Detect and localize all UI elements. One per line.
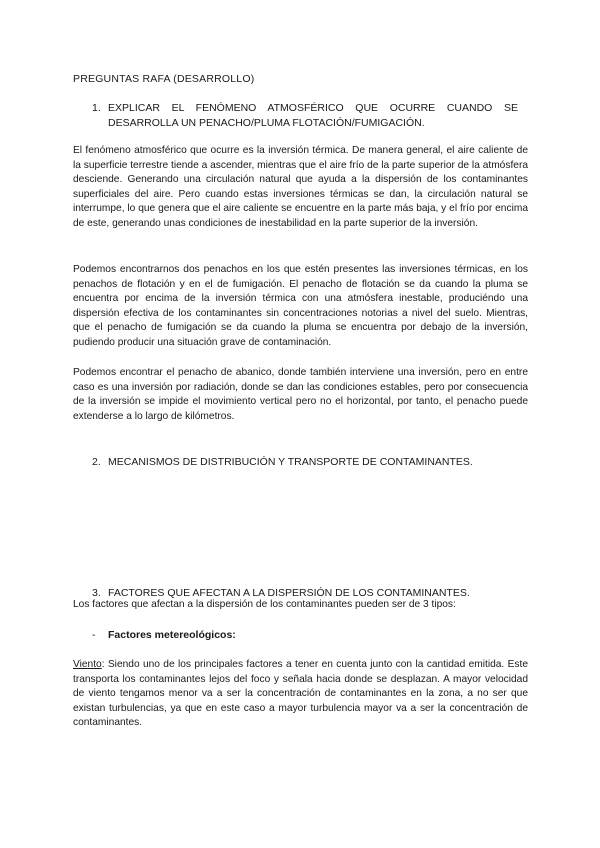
section-3-text: FACTORES QUE AFECTAN A LA DISPERSIÓN DE LOS CONTAMINANTES.	[108, 587, 470, 599]
bullet-text: Factores metereológicos:	[108, 629, 236, 641]
viento-text: : Siendo uno de los principales factores a tener en cuenta junto con la cantidad emitida. Este transporta los contaminantes lejos del foco y señala hacia donde se desplazan. A mayor velocidad de viento tengamos menor va a ser la concentración de contaminantes en la zona, a no ser que existan turbulencias, ya que en este caso a mayor turbulencia mayor va a ser la concentración de contaminantes.	[73, 659, 528, 729]
bullet-dash: -	[92, 629, 96, 641]
section-3-number: 3.	[92, 587, 101, 599]
document-title: PREGUNTAS RAFA (DESARROLLO)	[73, 73, 255, 85]
section-2-heading	[92, 455, 473, 470]
paragraph-factores-intro: Los factores que afectan a la dispersión de los contaminantes pueden ser de 3 tipos:	[73, 599, 456, 610]
bullet-factores-metereologicos	[92, 629, 236, 641]
section-1-text: EXPLICAR EL FENÓMENO ATMOSFÉRICO QUE OCURRE CUANDO SE DESARROLLA UN PENACHO/PLUMA FLOTACIÓN/FUMIGACIÓN.	[108, 102, 518, 129]
paragraph-penachos: Podemos encontrarnos dos penachos en los que estén presentes las inversiones térmicas, en los penachos de flotación y en el de fumigación. El penacho de flotación se da cuando la pluma se encuentra por encima de la inversión térmica con una atmósfera inestable, produciéndo una dispersión efectiva de los contaminantes sin concentraciones notorias a nivel del suelo. Mientras, que el penacho de fumigación se da cuando la pluma se encuentra por debajo de la inversión, pudiendo producir una situación grave de contaminación.	[73, 264, 528, 348]
section-2-number: 2.	[92, 456, 101, 468]
section-1-number: 1.	[92, 102, 101, 114]
paragraph-inversion-termica: El fenómeno atmosférico que ocurre es la inversión térmica. De manera general, el aire caliente de la superficie terrestre tiende a ascender, mientras que el aire frío de la parte superior de la atmósfera desciende. Generando una circulación natural que ayuda a la dispersión de los contaminantes superficiales del aire. Pero cuando estas inversiones térmicas se dan, la circulación natural se interrumpe, lo que genera que el aire caliente se encuentre en la parte más baja, y el frío por encima de este, generando unas condiciones de inestabilidad en la parte superior de la inversión.	[73, 145, 528, 229]
section-2-text: MECANISMOS DE DISTRIBUCIÓN Y TRANSPORTE DE CONTAMINANTES.	[108, 456, 473, 468]
paragraph-penacho-abanico: Podemos encontrar el penacho de abanico, donde también interviene una inversión, pero en entre caso es una inversión por radiación, donde se dan las condiciones estables, pero por consecuencia de la inversión se impide el movimiento vertical pero no el horizontal, por tanto, el penacho puede extenderse a lo largo de kilómetros.	[73, 367, 528, 422]
paragraph-viento	[73, 658, 528, 731]
section-1-heading	[92, 101, 528, 131]
viento-label: Viento	[73, 659, 102, 670]
